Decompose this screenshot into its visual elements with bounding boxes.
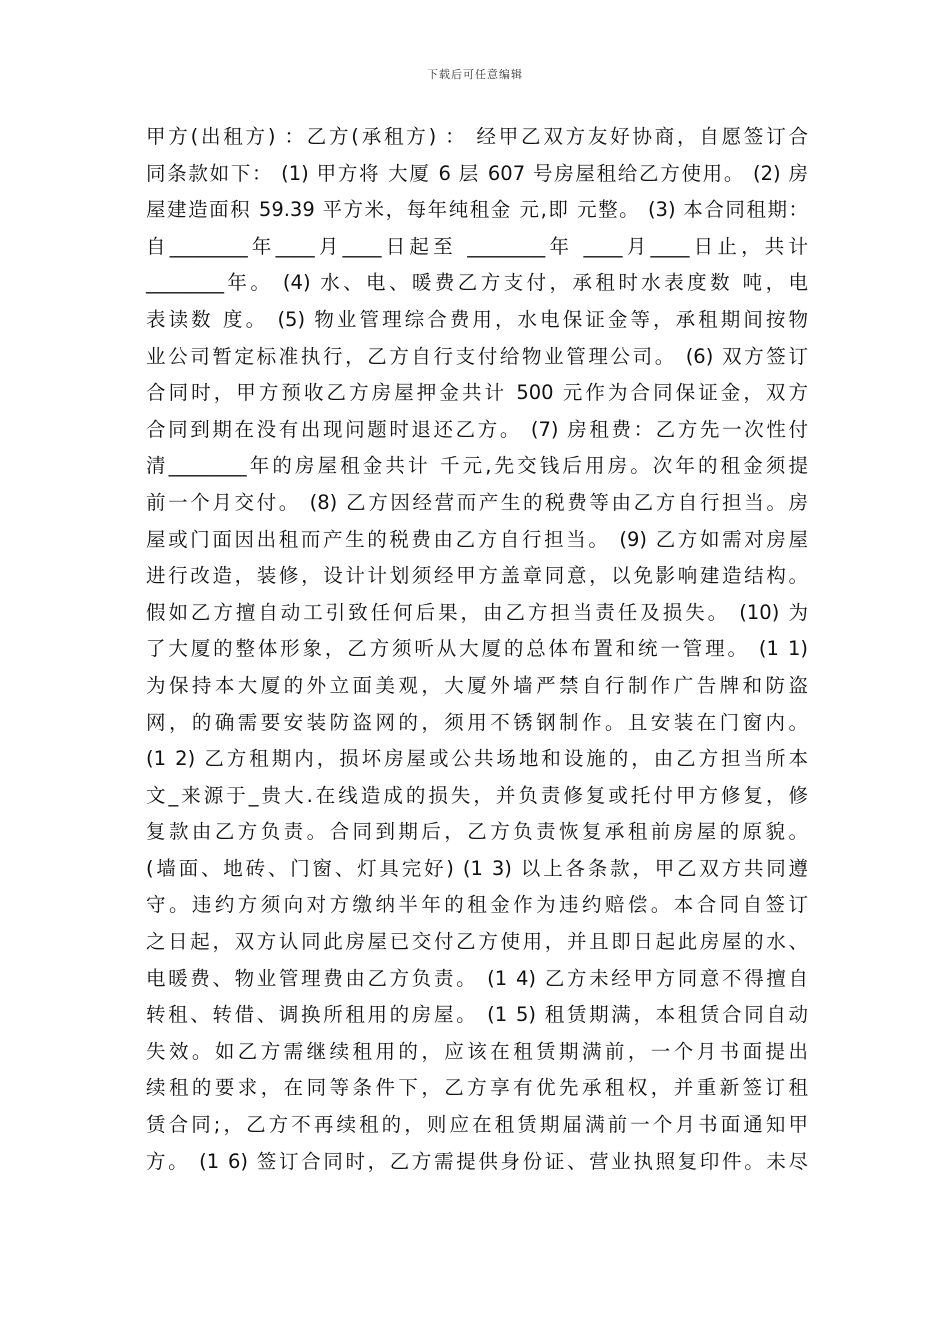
body-line: 进行改造，装修，设计计划须经甲方盖章同意，以免影响建造结构。 <box>146 564 808 588</box>
body-line: 文_来源于_贵大.在线造成的损失，并负责修复或托付甲方修复，修 <box>146 783 808 807</box>
body-line: 守。违约方须向对方缴纳半年的租金作为违约赔偿。本合同自签订 <box>146 893 808 917</box>
body-line: (墙面、地砖、门窗、灯具完好) (1 3) 以上各条款，甲乙双方共同遵 <box>146 856 808 880</box>
body-line: 复款由乙方负责。合同到期后，乙方负责恢复承租前房屋的原貌。 <box>146 820 808 844</box>
body-line: 甲方(出租方) ：乙方(承租方) ： 经甲乙双方友好协商，自愿签订合 <box>146 125 808 148</box>
body-line: 业公司暂定标准执行，乙方自行支付给物业管理公司。 (6) 双方签订 <box>146 344 808 368</box>
body-line: 前一个月交付。 (8) 乙方因经营而产生的税费等由乙方自行担当。房 <box>146 490 808 514</box>
body-line: 清________年的房屋租金共计 千元,先交钱后用房。次年的租金须提 <box>146 454 808 478</box>
body-line: 屋建造面积 59.39 平方米，每年纯租金 元,即 元整。 (3) 本合同租期： <box>146 198 808 222</box>
body-line: 电暖费、物业管理费由乙方负责。 (1 4) 乙方未经甲方同意不得擅自 <box>146 966 808 990</box>
body-line: 网，的确需要安装防盗网的，须用不锈钢制作。且安装在门窗内。 <box>146 710 808 734</box>
body-line: 失效。如乙方需继续租用的，应该在租赁期满前，一个月书面提出 <box>146 1039 808 1063</box>
body-line: 同条款如下： (1) 甲方将 大厦 6 层 607 号房屋租给乙方使用。 (2) 房 <box>146 161 808 185</box>
contract-body <box>146 119 808 1180</box>
body-line: 自________年____月____日起至 ________年 ____月____日止，共计 <box>146 234 808 258</box>
body-line: 续租的要求，在同等条件下，乙方享有优先承租权，并重新签订租 <box>146 1076 808 1100</box>
body-line: 合同到期在没有出现问题时退还乙方。 (7) 房租费：乙方先一次性付 <box>146 417 808 441</box>
body-line: (1 2) 乙方租期内，损坏房屋或公共场地和设施的，由乙方担当所本 <box>146 747 808 771</box>
body-line: 之日起，双方认同此房屋已交付乙方使用，并且即日起此房屋的水、 <box>146 930 808 954</box>
body-line: 表读数 度。 (5) 物业管理综合费用，水电保证金等，承租期间按物 <box>146 307 808 331</box>
header-note: 下载后可任意编辑 <box>427 68 523 81</box>
body-line: 转租、转借、调换所租用的房屋。 (1 5) 租赁期满，本租赁合同自动 <box>146 1003 808 1027</box>
body-line: 赁合同;，乙方不再续租的，则应在租赁期届满前一个月书面通知甲 <box>146 1113 808 1137</box>
body-line: 了大厦的整体形象，乙方须听从大厦的总体布置和统一管理。 (1 1) <box>146 637 808 661</box>
body-line: 屋或门面因出租而产生的税费由乙方自行担当。 (9) 乙方如需对房屋 <box>146 527 808 551</box>
body-line: ________年。 (4) 水、电、暖费乙方支付，承租时水表度数 吨，电 <box>146 271 808 295</box>
body-line: 方。 (1 6) 签订合同时，乙方需提供身份证、营业执照复印件。未尽 <box>146 1149 808 1173</box>
body-line: 假如乙方擅自动工引致任何后果，由乙方担当责任及损失。 (10) 为 <box>146 600 808 624</box>
body-line: 合同时，甲方预收乙方房屋押金共计 500 元作为合同保证金，双方 <box>146 381 808 405</box>
body-line: 为保持本大厦的外立面美观，大厦外墙严禁自行制作广告牌和防盗 <box>146 673 808 697</box>
